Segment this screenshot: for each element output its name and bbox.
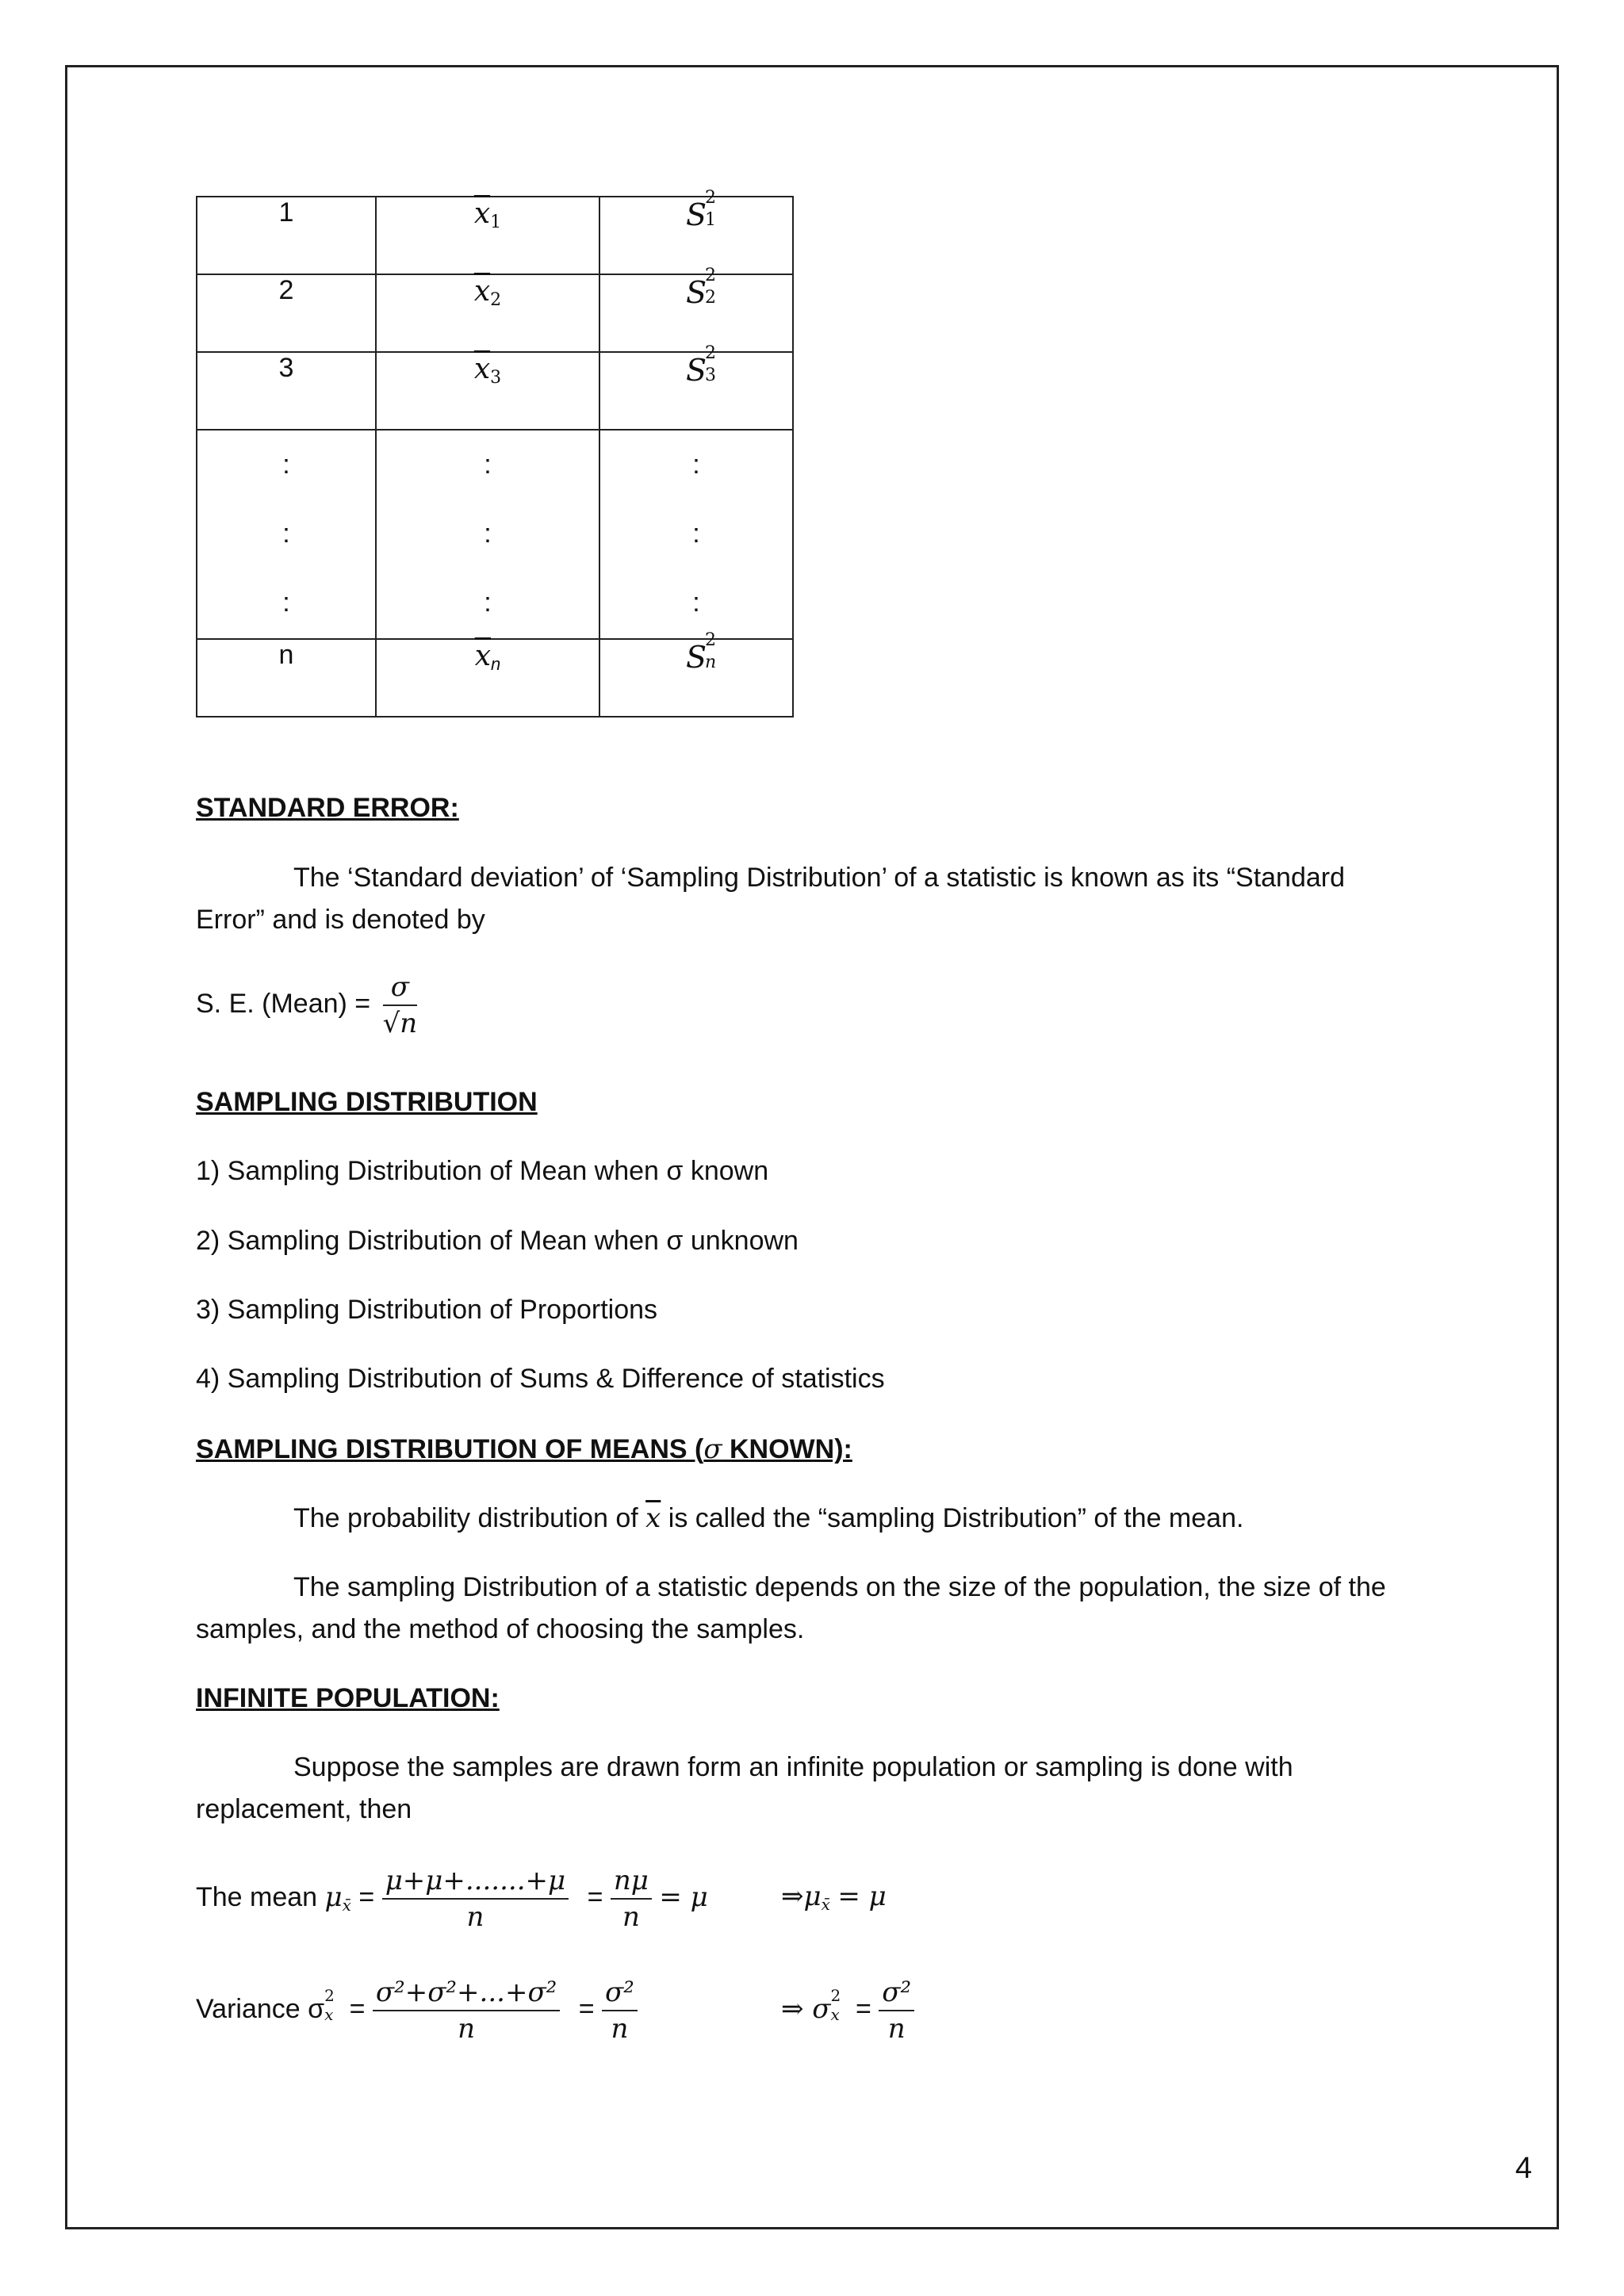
- sampling-distribution-heading: SAMPLING DISTRIBUTION: [196, 1087, 538, 1117]
- standard-error-paragraph-line2: Error” and is denoted by: [196, 905, 485, 935]
- variance-implication: ⇒ σ 2 x = $\frac{\text{σ²}}{n}$: [781, 1976, 914, 2045]
- sample-mean: $\overline{x}2$: [376, 274, 599, 352]
- list-item: 4) Sampling Distribution of Sums & Difference of statistics: [196, 1364, 885, 1394]
- table-row: [197, 197, 793, 274]
- variance-implication-fraction: $\frac{\text{σ²}}{n}$: [879, 1976, 914, 2045]
- sample-mean: $\overline{x}_n$: [376, 639, 599, 717]
- table-row: [197, 352, 793, 430]
- sample-number: 1: [197, 197, 376, 274]
- ellipsis-cell: : : :: [197, 430, 376, 639]
- standard-error-paragraph-line1: The ‘Standard deviation’ of ‘Sampling Distribution’ of a statistic is known as its “Standard: [293, 863, 1346, 893]
- sample-number: 2: [197, 274, 376, 352]
- variance-formula: Variance σ 2 x = $\frac{\text{σ²+σ²+...+σ²}}{n}$ = $\frac{\text{σ²}}{n}$: [196, 1976, 638, 2045]
- page-number: 4: [1515, 2152, 1532, 2185]
- mean-fraction-simplified: $\frac{n\mu}{n}$: [611, 1865, 652, 1933]
- ellipsis-cell: : : :: [599, 430, 793, 639]
- mean-implication: ⇒μx̄ = μ: [781, 1881, 887, 1914]
- standard-error-formula: [196, 971, 417, 1039]
- means-known-paragraph1: The probability distribution of $\overline{x}$ is called the “sampling Distribution” of the mean.: [293, 1502, 1244, 1534]
- samples-table: [196, 188, 794, 718]
- infinite-population-heading: INFINITE POPULATION:: [196, 1683, 500, 1713]
- list-item: 3) Sampling Distribution of Proportions: [196, 1295, 658, 1325]
- sample-variance: S 2 n: [599, 639, 793, 717]
- sample-number: n: [197, 639, 376, 717]
- variance-fraction-simplified: $\frac{\text{σ²}}{n}$: [602, 1976, 638, 2045]
- sample-mean: $\overline{x}3$: [376, 352, 599, 430]
- mean-formula: The mean μx̄ = $\frac{\mu+\mu+.......+\mu}{n}$ = $\frac{n\mu}{n}$ = μ: [196, 1865, 708, 1933]
- list-item: 2) Sampling Distribution of Mean when σ unknown: [196, 1226, 799, 1256]
- ellipsis-cell: : : :: [376, 430, 599, 639]
- formula-label: S. E. (Mean) =: [196, 988, 371, 1019]
- means-known-paragraph2-line1: The sampling Distribution of a statistic depends on the size of the population, the size of the: [293, 1572, 1386, 1602]
- sample-mean: $\overline{x}1$: [376, 197, 599, 274]
- standard-error-heading: STANDARD ERROR:: [196, 793, 459, 823]
- sample-variance: S 2 3: [599, 352, 793, 430]
- means-known-paragraph2-line2: samples, and the method of choosing the samples.: [196, 1614, 805, 1644]
- infinite-population-paragraph-line2: replacement, then: [196, 1794, 412, 1824]
- means-known-heading: SAMPLING DISTRIBUTION OF MEANS (σ KNOWN):: [196, 1433, 852, 1465]
- mean-fraction: $\frac{\mu+\mu+.......+\mu}{n}$: [382, 1865, 569, 1933]
- table-row: [197, 274, 793, 352]
- variance-fraction: $\frac{\text{σ²+σ²+...+σ²}}{n}$: [373, 1976, 560, 2045]
- formula-fraction: $\frac{\sigma}{√n}$: [382, 971, 418, 1039]
- sample-variance: S 2 1: [599, 197, 793, 274]
- list-item: 1) Sampling Distribution of Mean when σ known: [196, 1156, 769, 1186]
- table-row: [197, 639, 793, 717]
- sample-variance: S 2 2: [599, 274, 793, 352]
- table-row-ellipsis: [197, 430, 793, 639]
- infinite-population-paragraph-line1: Suppose the samples are drawn form an infinite population or sampling is done with: [293, 1752, 1293, 1782]
- sample-number: 3: [197, 352, 376, 430]
